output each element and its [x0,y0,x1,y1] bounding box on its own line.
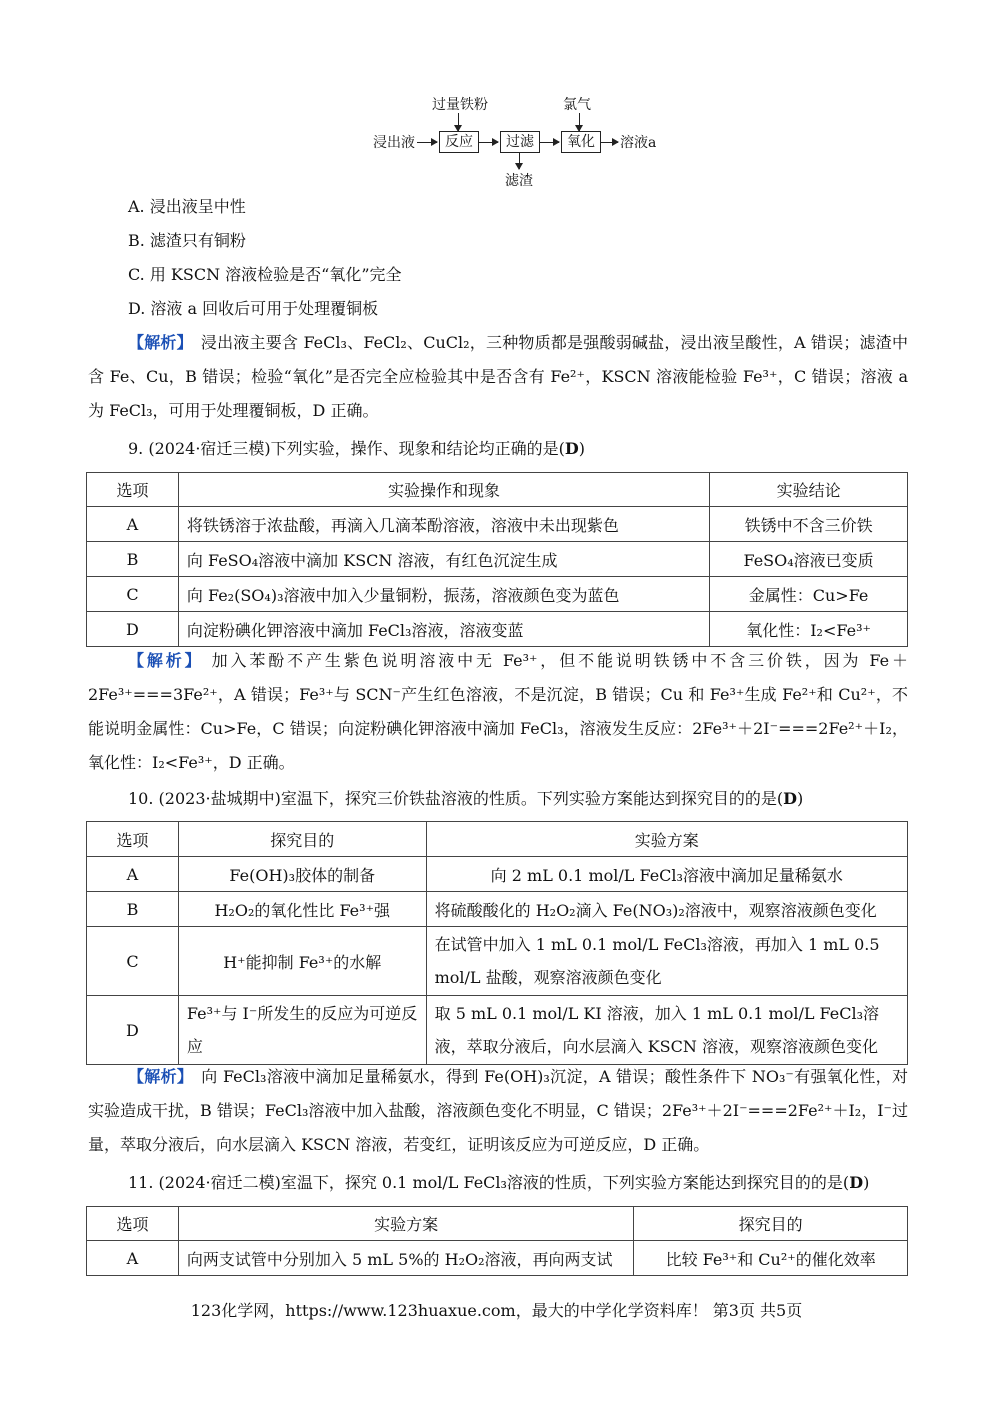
flow-arrow-down-2 [579,113,580,131]
q8-option-b: B. 滤渣只有铜粉 [128,231,246,250]
table-cell-plan: 向两支试管中分别加入 5 mL 5%的 H₂O₂溶液，再向两支试 [178,1241,633,1276]
flow-input-label: 浸出液 [373,135,415,151]
table-cell-operation: 向淀粉碘化钾溶液中滴加 FeCl₃溶液，溶液变蓝 [178,612,709,647]
page-footer: 123化学网，https://www.123huaxue.com，最大的中学化学资料库！ 第3页 共5页 [190,1301,803,1320]
analysis-tag: 【解析】 [128,651,204,670]
q9-header-operation: 实验操作和现象 [178,473,709,507]
table-cell-option: C [87,577,179,612]
q10-header-purpose: 探究目的 [178,822,426,857]
flow-step-filter: 过滤 [500,131,540,153]
table-cell-operation: 向 Fe₂(SO₄)₃溶液中加入少量铜粉，振荡，溶液颜色变为蓝色 [178,577,709,612]
q10-answer: D [783,789,797,808]
flow-arrow-down-1 [458,113,459,131]
q10-analysis [88,1060,908,1162]
table-cell-purpose: 比较 Fe³⁺和 Cu²⁺的催化效率 [634,1241,908,1276]
q11-header-option: 选项 [87,1207,179,1241]
flow-arrow-2 [478,142,498,143]
flow-reagent-chlorine-label: 氯气 [563,97,591,113]
q9-answer: D [564,439,579,458]
q9-header-option: 选项 [87,473,179,507]
q11-header-purpose: 探究目的 [634,1207,908,1241]
q8-option-a: A. 浸出液呈中性 [128,197,246,216]
table-cell-purpose: Fe(OH)₃胶体的制备 [178,857,426,892]
q10-stem-text: 10. (2023·盐城期中)室温下，探究三价铁盐溶液的性质。下列实验方案能达到探究目的的是( [128,789,784,808]
q9-table [86,472,908,647]
q8-analysis-text: 浸出液主要含 FeCl₃、FeCl₂、CuCl₂，三种物质都是强酸弱碱盐，浸出液呈酸性，A 错误；滤渣中含 Fe、Cu，B 错误；检验“氧化”是否完全应检验其中是否含有 Fe²⁺，KSCN 溶液能检验 Fe³⁺，C 错误；溶液 a 为 FeCl₃，可用于处理覆铜板，D 正确。 [88,333,908,420]
q11-header-row [87,1207,908,1241]
table-cell-conclusion: 金属性：Cu>Fe [710,577,908,612]
flow-output-label: 溶液a [620,135,657,151]
q10-stem-end: ) [796,789,804,808]
q8-option-c: C. 用 KSCN 溶液检验是否“氧化”完全 [128,265,402,284]
table-cell-operation: 将铁锈溶于浓盐酸，再滴入几滴苯酚溶液，溶液中未出现紫色 [178,507,709,542]
q8-analysis [88,326,908,428]
table-cell-operation: 向 FeSO₄溶液中滴加 KSCN 溶液，有红色沉淀生成 [178,542,709,577]
analysis-tag: 【解析】 [128,333,193,352]
flow-arrow-4 [600,142,618,143]
table-row [87,542,908,577]
q11-answer: D [849,1173,864,1192]
table-cell-option: D [87,996,179,1065]
q9-header-row [87,473,908,507]
table-cell-plan: 在试管中加入 1 mL 0.1 mol/L FeCl₃溶液，再加入 1 mL 0.5 mol/L 盐酸，观察溶液颜色变化 [426,927,907,996]
table-cell-option: B [87,892,179,927]
table-cell-option: C [87,927,179,996]
q9-stem-text: 9. (2024·宿迁三模)下列实验，操作、现象和结论均正确的是( [128,439,565,458]
table-cell-plan: 向 2 mL 0.1 mol/L FeCl₃溶液中滴加足量稀氨水 [426,857,907,892]
table-cell-option: A [87,1241,179,1276]
table-cell-plan: 取 5 mL 0.1 mol/L KI 溶液，加入 1 mL 0.1 mol/L FeCl₃溶液，萃取分液后，向水层滴入 KSCN 溶液，观察溶液颜色变化 [426,996,907,1065]
flow-arrow-3 [539,142,559,143]
table-cell-option: A [87,507,179,542]
table-cell-conclusion: 氧化性：I₂<Fe³⁺ [710,612,908,647]
q11-header-plan: 实验方案 [178,1207,633,1241]
flow-step-oxidation: 氧化 [561,131,601,153]
q9-stem-end: ) [578,439,586,458]
process-flow-diagram [0,0,993,200]
table-row [87,612,908,647]
q10-table [86,821,908,1065]
flow-residue-label: 滤渣 [505,173,533,189]
table-cell-option: A [87,857,179,892]
q10-analysis-text: 向 FeCl₃溶液中滴加足量稀氨水，得到 Fe(OH)₃沉淀，A 错误；酸性条件下 NO₃⁻有强氧化性，对实验造成干扰，B 错误；FeCl₃溶液中加入盐酸，溶液颜色变化不明显，C 错误；2Fe³⁺＋2I⁻===2Fe²⁺＋I₂，I⁻过量，萃取分液后，向水层滴入 KSCN 溶液，若变红，证明该反应为可逆反应，D 正确。 [88,1067,908,1154]
table-cell-conclusion: FeSO₄溶液已变质 [710,542,908,577]
table-cell-conclusion: 铁锈中不含三价铁 [710,507,908,542]
flow-step-reaction: 反应 [439,131,479,153]
flow-arrow-1 [417,142,437,143]
q11-stem-text: 11. (2024·宿迁二模)室温下，探究 0.1 mol/L FeCl₃溶液的性质，下列实验方案能达到探究目的的是( [128,1173,850,1192]
flow-arrow-down-3 [519,153,520,169]
table-row [87,927,908,996]
analysis-tag: 【解析】 [128,1067,194,1086]
flow-reagent-iron-label: 过量铁粉 [432,97,488,113]
table-cell-plan: 将硫酸酸化的 H₂O₂滴入 Fe(NO₃)₂溶液中，观察溶液颜色变化 [426,892,907,927]
q11-table [86,1206,908,1276]
q9-stem [128,438,585,460]
table-row [87,1241,908,1276]
q11-stem [128,1172,869,1194]
q9-analysis-text: 加入苯酚不产生紫色说明溶液中无 Fe³⁺，但不能说明铁锈中不含三价铁，因为 Fe＋2Fe³⁺===3Fe²⁺，A 错误；Fe³⁺与 SCN⁻产生红色溶液，不是沉淀，B 错误；Cu 和 Fe³⁺生成 Fe²⁺和 Cu²⁺，不能说明金属性：Cu>Fe，C 错误；向淀粉碘化钾溶液中滴加 FeCl₃，溶液发生反应：2Fe³⁺＋2I⁻===2Fe²⁺＋I₂，氧化性：I₂<Fe³⁺，D 正确。 [88,651,908,772]
q10-stem [128,788,803,810]
q8-option-d: D. 溶液 a 回收后可用于处理覆铜板 [128,299,379,318]
q11-stem-end: ) [863,1173,870,1192]
table-row [87,507,908,542]
q10-header-plan: 实验方案 [426,822,907,857]
table-cell-option: B [87,542,179,577]
table-cell-purpose: H₂O₂的氧化性比 Fe³⁺强 [178,892,426,927]
table-cell-option: D [87,612,179,647]
q10-header-row [87,822,908,857]
q10-header-option: 选项 [87,822,179,857]
table-row [87,577,908,612]
table-cell-purpose: Fe³⁺与 I⁻所发生的反应为可逆反应 [178,996,426,1065]
table-cell-purpose: H⁺能抑制 Fe³⁺的水解 [178,927,426,996]
q9-header-conclusion: 实验结论 [710,473,908,507]
table-row [87,996,908,1065]
table-row [87,857,908,892]
q9-analysis [88,644,908,780]
table-row [87,892,908,927]
